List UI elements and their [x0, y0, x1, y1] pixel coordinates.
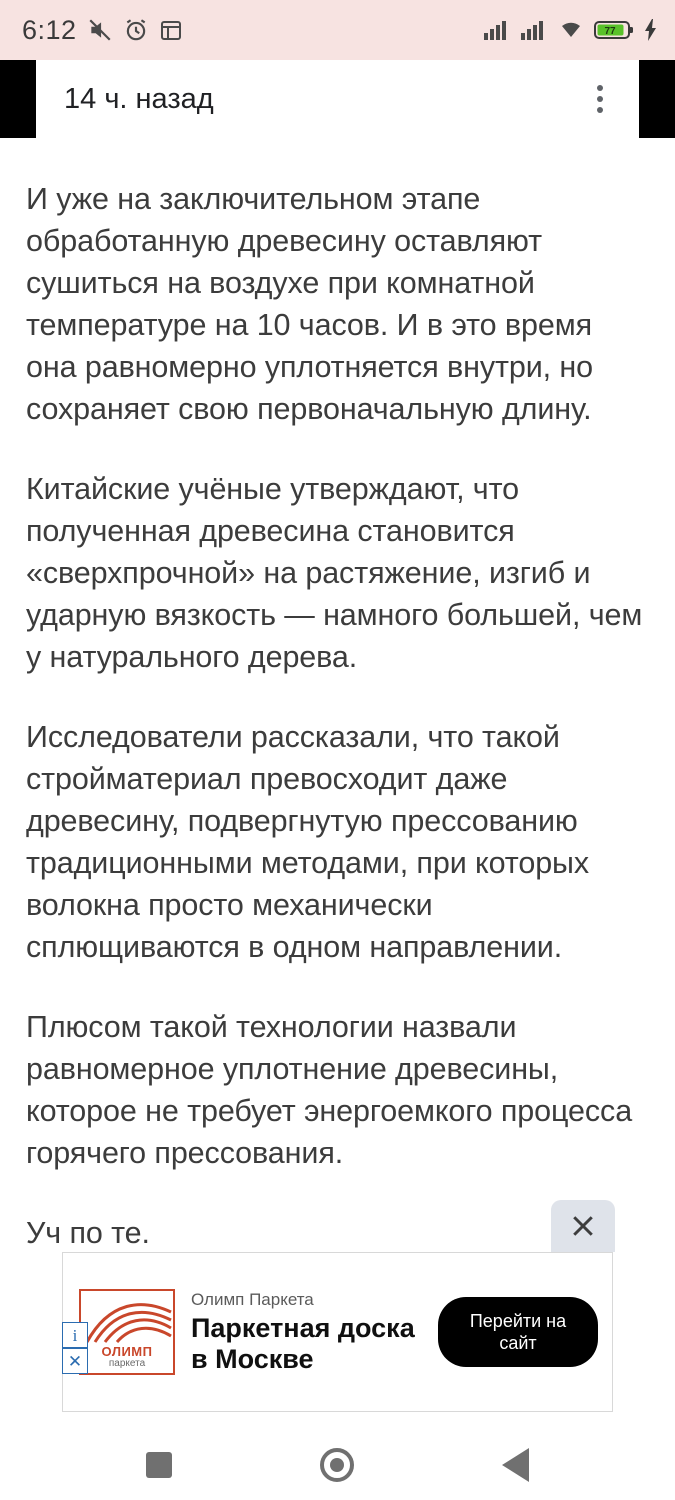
ad-badges	[62, 1322, 88, 1374]
advertiser-logo	[79, 1289, 175, 1375]
page-title: 14 ч. назад	[64, 82, 214, 115]
ad-cta-button[interactable]: Перейти на сайт	[438, 1297, 598, 1367]
home-button[interactable]	[302, 1430, 372, 1500]
square-icon	[146, 1452, 172, 1478]
mute-icon	[87, 17, 113, 43]
article-paragraph: И уже на заключительном этапе обработанную древесину оставляют сушиться на воздухе при комнатной температуре на 10 часов. И в это время она равномерно уплотняется внутри, но сохраняет свою первоначальную длину.	[26, 182, 594, 426]
kebab-menu-icon[interactable]	[583, 79, 617, 119]
circle-icon	[320, 1448, 354, 1482]
logo-swoosh-icon	[81, 1296, 175, 1344]
signal-bars-icon	[520, 18, 548, 42]
battery-icon	[594, 18, 636, 42]
recent-apps-button[interactable]	[124, 1430, 194, 1500]
ad-overlay	[0, 1200, 675, 1430]
alarm-icon	[123, 17, 149, 43]
signal-bars-icon	[483, 18, 511, 42]
browser-chrome	[0, 60, 675, 138]
close-icon	[568, 1211, 598, 1241]
charging-bolt-icon	[645, 19, 657, 41]
article-paragraph: Исследователи рассказали, что такой стройматериал превосходит даже древесину, подвергнутую прессованию традиционными методами, при которых волокна просто механически сплющиваются в одном направлении.	[26, 720, 590, 964]
calendar-icon	[159, 18, 183, 42]
article-paragraph: Уч по те.	[26, 1216, 150, 1250]
article-paragraph: Плюсом такой технологии назвали равномерное уплотнение древесины, которое не требует энергоемкого процесса горячего прессования.	[26, 1010, 633, 1170]
advertiser-logo-sub: паркета	[108, 1358, 146, 1369]
ad-text-block	[191, 1290, 422, 1375]
ad-close-button[interactable]	[551, 1200, 615, 1252]
ad-dismiss-icon[interactable]: ✕	[62, 1348, 88, 1374]
ad-info-icon[interactable]: i	[62, 1322, 88, 1348]
ad-banner[interactable]	[62, 1252, 613, 1412]
status-bar	[0, 0, 675, 60]
browser-toolbar	[36, 60, 639, 138]
ad-advertiser-name: Олимп Паркета	[191, 1289, 314, 1309]
advertiser-logo-name: ОЛИМП	[101, 1344, 153, 1359]
status-bar-right	[483, 18, 657, 42]
status-bar-left	[22, 15, 183, 46]
triangle-back-icon	[502, 1448, 529, 1482]
wifi-icon	[557, 18, 585, 42]
svg-text:77: 77	[604, 26, 616, 37]
article-paragraph: Китайские учёные утверждают, что полученная древесина становится «сверхпрочной» на растяжение, изгиб и ударную вязкость — намного большей, чем у натурального дерева.	[26, 472, 643, 674]
back-button[interactable]	[481, 1430, 551, 1500]
status-clock: 6:12	[22, 14, 77, 45]
ad-headline: Паркетная доска в Москве	[191, 1312, 415, 1374]
system-navigation-bar	[0, 1430, 675, 1500]
